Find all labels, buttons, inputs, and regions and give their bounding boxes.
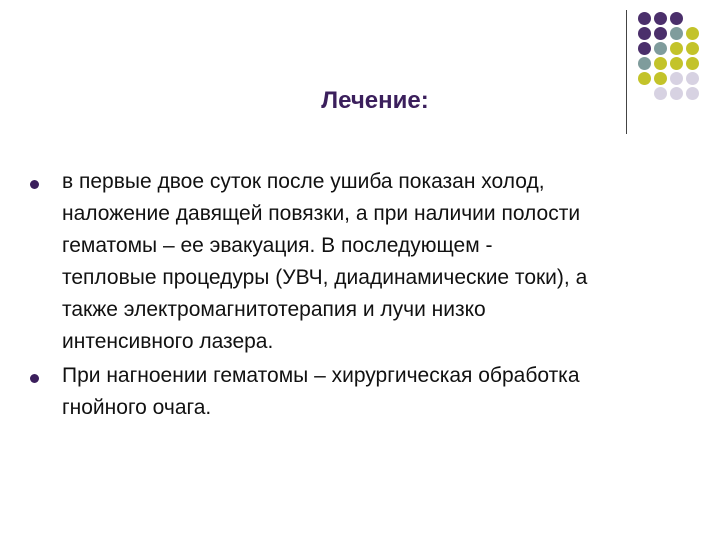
decorative-dot bbox=[654, 87, 667, 100]
decorative-dot bbox=[638, 27, 651, 40]
bullet-item-2 bbox=[30, 360, 590, 424]
decorative-dot bbox=[654, 72, 667, 85]
decorative-dot bbox=[686, 12, 699, 25]
decorative-dot-grid bbox=[638, 12, 700, 102]
decorative-dot bbox=[670, 27, 683, 40]
decorative-dot bbox=[670, 12, 683, 25]
decorative-dot bbox=[686, 72, 699, 85]
decorative-dot bbox=[686, 27, 699, 40]
decorative-dot bbox=[638, 42, 651, 55]
bullet-list bbox=[30, 166, 590, 426]
decorative-dot bbox=[654, 27, 667, 40]
decorative-dot bbox=[638, 57, 651, 70]
decorative-dot bbox=[638, 12, 651, 25]
decorative-dot bbox=[638, 72, 651, 85]
bullet-marker-icon bbox=[30, 180, 39, 189]
decorative-dot bbox=[670, 72, 683, 85]
decorative-dot bbox=[670, 87, 683, 100]
decorative-dot bbox=[654, 12, 667, 25]
bullet-text: в первые двое суток после ушиба показан холод, наложение давящей повязки, а при наличии полости гематомы – ее эвакуация. В последующем - тепловые процедуры (УВЧ, диадинамические токи), а также электромагнитотерапия и лучи низко интенсивного лазера. bbox=[62, 170, 588, 353]
bullet-text: При нагноении гематомы – хирургическая обработка гнойного очага. bbox=[62, 364, 580, 419]
decorative-dot bbox=[686, 42, 699, 55]
decorative-dot bbox=[686, 87, 699, 100]
decorative-dot bbox=[686, 57, 699, 70]
decorative-dot bbox=[654, 57, 667, 70]
decorative-dot bbox=[670, 42, 683, 55]
bullet-item-1 bbox=[30, 166, 590, 358]
slide-title: Лечение: bbox=[321, 87, 429, 114]
decorative-dot bbox=[670, 57, 683, 70]
decorative-dot bbox=[654, 42, 667, 55]
decorative-dot bbox=[638, 87, 651, 100]
decorative-divider-line bbox=[626, 10, 627, 134]
bullet-marker-icon bbox=[30, 374, 39, 383]
